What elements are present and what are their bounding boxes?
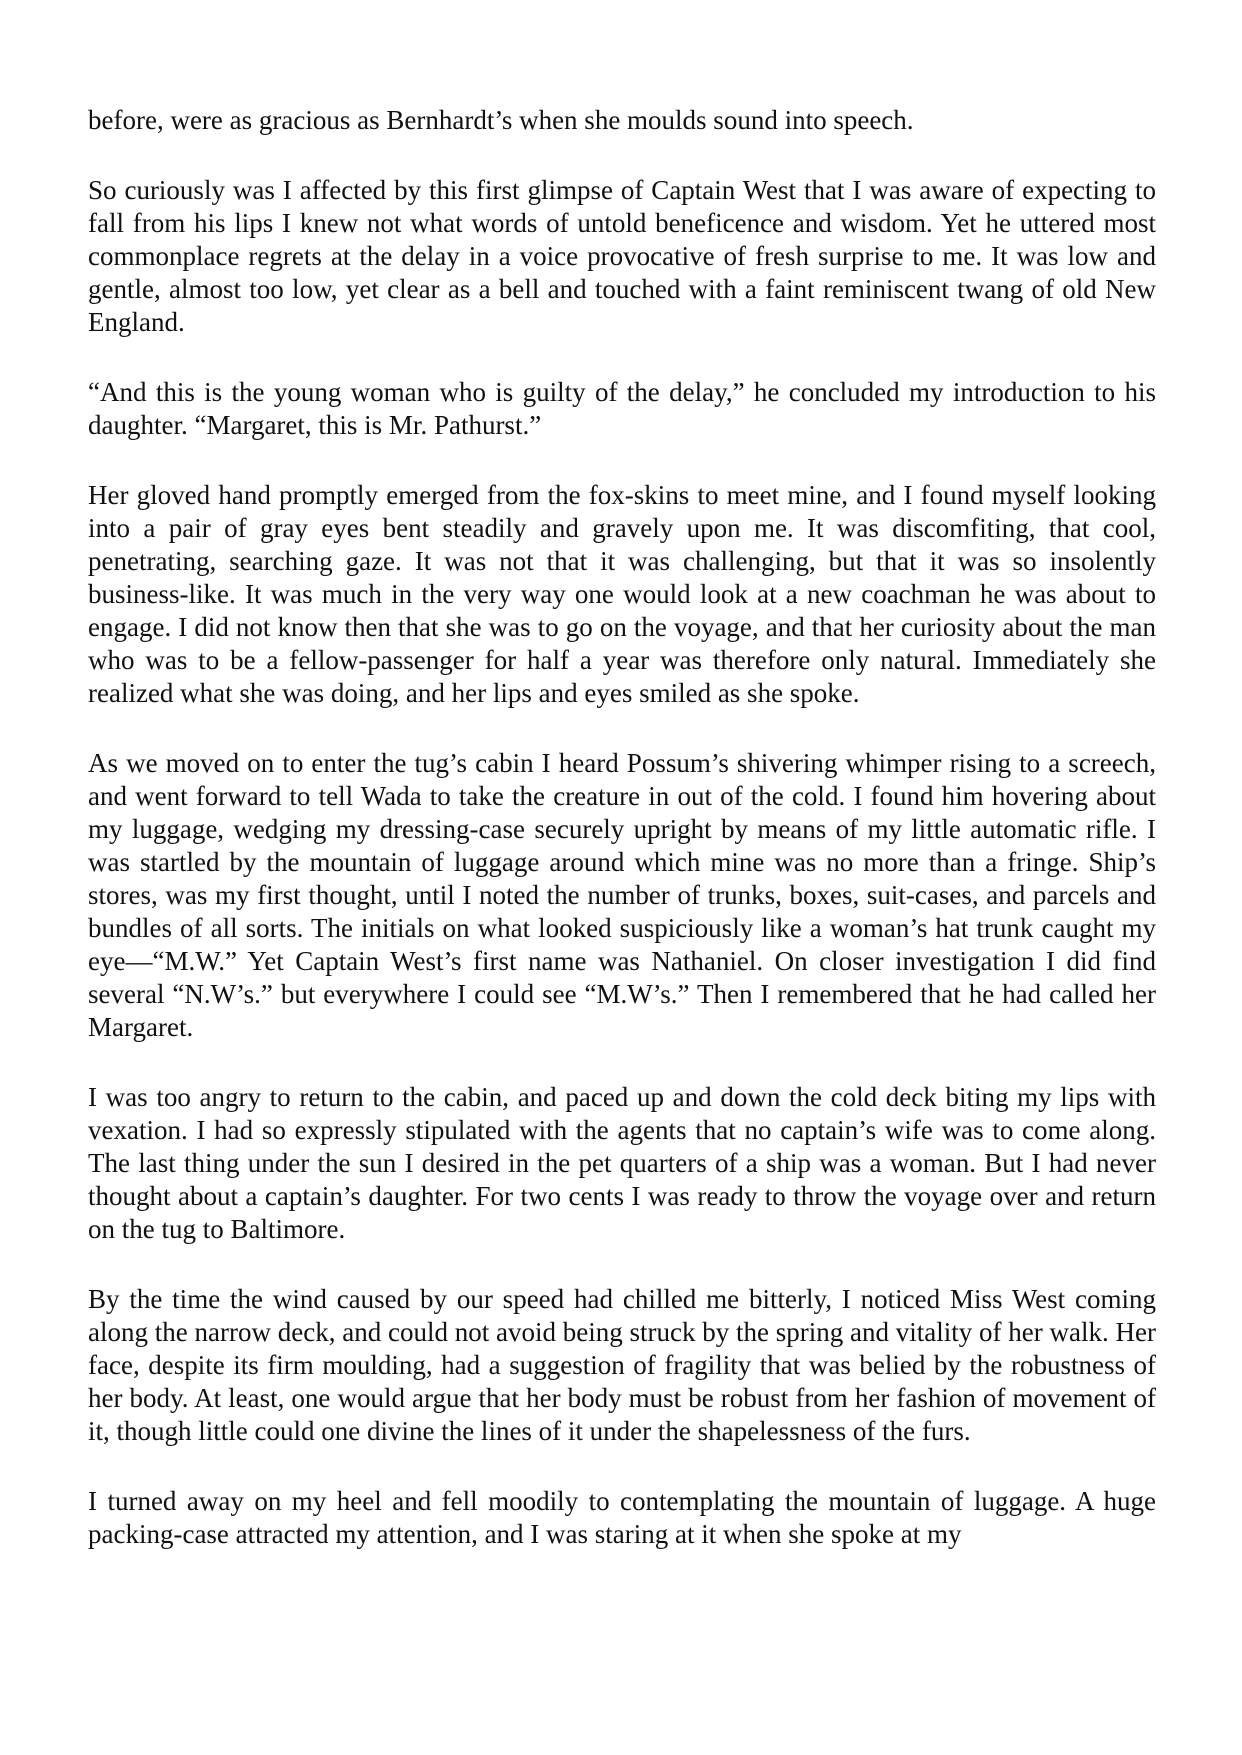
book-page <box>88 104 1156 1551</box>
paragraph-1: before, were as gracious as Bernhardt’s when she moulds sound into speech. <box>88 105 914 135</box>
paragraph-6: I was too angry to return to the cabin, and paced up and down the cold deck biting my lips with vexation. I had so expressly stipulated with the agents that no captain’s wife was to come along. The last thing under the sun I desired in the pet quarters of a ship was a woman. But I had never thought about a captain’s daughter. For two cents I was ready to throw the voyage over and return on the tug to Baltimore. <box>88 1082 1156 1244</box>
paragraph-4: Her gloved hand promptly emerged from the fox-skins to meet mine, and I found myself looking into a pair of gray eyes bent steadily and gravely upon me. It was discomfiting, that cool, penetrating, searching gaze. It was not that it was challenging, but that it was so insolently business-like. It was much in the very way one would look at a new coachman he was about to engage. I did not know then that she was to go on the voyage, and that her curiosity about the man who was to be a fellow-passenger for half a year was therefore only natural. Immediately she realized what she was doing, and her lips and eyes smiled as she spoke. <box>88 480 1156 708</box>
paragraph-5: As we moved on to enter the tug’s cabin I heard Possum’s shivering whimper rising to a screech, and went forward to tell Wada to take the creature in out of the cold. I found him hovering about my luggage, wedging my dressing-case securely upright by means of my little automatic rifle. I was startled by the mountain of luggage around which mine was no more than a fringe. Ship’s stores, was my first thought, until I noted the number of trunks, boxes, suit-cases, and parcels and bundles of all sorts. The initials on what looked suspiciously like a woman’s hat trunk caught my eye—“M.W.” Yet Captain West’s first name was Nathaniel. On closer investigation I did find several “N.W’s.” but everywhere I could see “M.W’s.” Then I remembered that he had called her Margaret. <box>88 748 1156 1042</box>
paragraph-7: By the time the wind caused by our speed had chilled me bitterly, I noticed Miss West coming along the narrow deck, and could not avoid being struck by the spring and vitality of her walk. Her face, despite its firm moulding, had a suggestion of fragility that was belied by the robustness of her body. At least, one would argue that her body must be robust from her fashion of movement of it, though little could one divine the lines of it under the shapelessness of the furs. <box>88 1284 1156 1446</box>
paragraph-3: “And this is the young woman who is guilty of the delay,” he concluded my introduction to his daughter. “Margaret, this is Mr. Pathurst.” <box>88 377 1156 440</box>
paragraph-2: So curiously was I affected by this first glimpse of Captain West that I was aware of expecting to fall from his lips I knew not what words of untold beneficence and wisdom. Yet he uttered most commonplace regrets at the delay in a voice provocative of fresh surprise to me. It was low and gentle, almost too low, yet clear as a bell and touched with a faint reminiscent twang of old New England. <box>88 175 1156 337</box>
paragraph-8: I turned away on my heel and fell moodily to contemplating the mountain of luggage. A huge packing-case attracted my attention, and I was staring at it when she spoke at my <box>88 1486 1156 1549</box>
